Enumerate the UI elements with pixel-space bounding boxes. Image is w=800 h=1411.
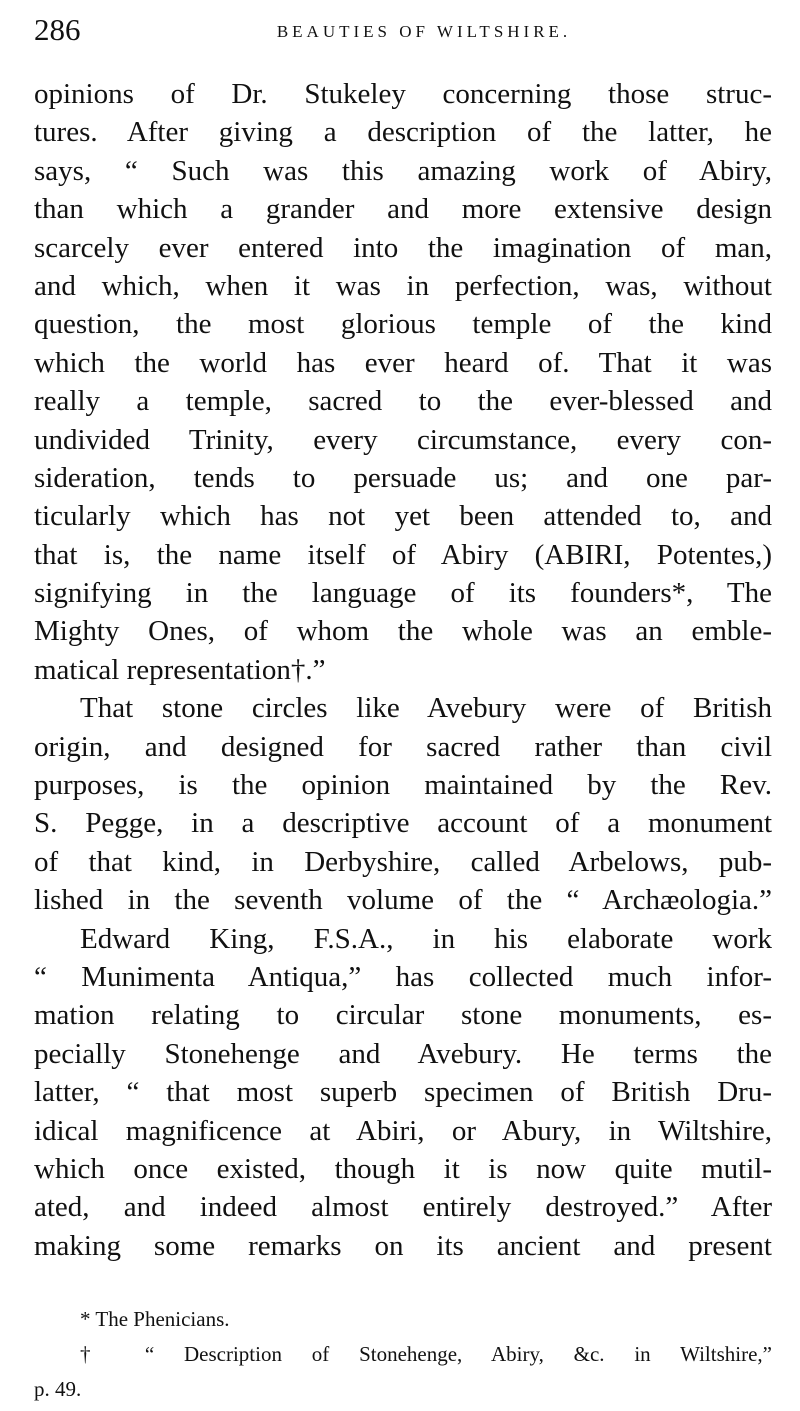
- text-line: origin, and designed for sacred rather than civil: [34, 730, 772, 763]
- text-line: lished in the seventh volume of the “ Archæologia.”: [34, 884, 772, 917]
- text-line: which once existed, though it is now quite mutil-: [34, 1152, 772, 1185]
- text-line: purposes, is the opinion maintained by the Rev.: [34, 769, 772, 802]
- text-line: making some remarks on its ancient and present: [34, 1229, 772, 1262]
- paragraph-start-line: Edward King, F.S.A., in his elaborate work: [80, 922, 772, 955]
- text-line: question, the most glorious temple of the kind: [34, 308, 772, 341]
- text-line: S. Pegge, in a descriptive account of a monument: [34, 807, 772, 840]
- text-line: of that kind, in Derbyshire, called Arbelows, pub-: [34, 845, 772, 878]
- text-line: that is, the name itself of Abiry (ABIRI, Potentes,): [34, 538, 772, 571]
- text-line: than which a grander and more extensive design: [34, 193, 772, 226]
- text-line: scarcely ever entered into the imagination of man,: [34, 231, 772, 264]
- footnote-dagger: † “ Description of Stonehenge, Abiry, &c. in Wiltshire,”: [80, 1342, 772, 1366]
- footnotes: [34, 1302, 772, 1407]
- text-line: idical magnificence at Abiri, or Abury, in Wiltshire,: [34, 1114, 772, 1147]
- text-line: really a temple, sacred to the ever-blessed and: [34, 385, 772, 418]
- text-line: pecially Stonehenge and Avebury. He terms the: [34, 1037, 772, 1070]
- text-line: sideration, tends to persuade us; and one par-: [34, 461, 772, 494]
- text-line: latter, “ that most superb specimen of British Dru-: [34, 1076, 772, 1109]
- text-line: signifying in the language of its founders*, The: [34, 577, 772, 610]
- paragraph-start-line: That stone circles like Avebury were of British: [80, 692, 772, 725]
- footnote-dagger-continuation: p. 49.: [34, 1377, 82, 1401]
- text-line: opinions of Dr. Stukeley concerning those struc-: [34, 78, 772, 110]
- text-line: which the world has ever heard of. That it was: [34, 346, 772, 379]
- footnote-star: * The Phenicians.: [80, 1307, 230, 1331]
- text-line: matical representation†.”: [34, 653, 326, 686]
- text-line: ticularly which has not yet been attended to, and: [34, 500, 772, 533]
- page-number: 286: [34, 12, 81, 47]
- body-text: [34, 75, 772, 1265]
- text-line: and which, when it was in perfection, was, without: [34, 269, 772, 302]
- text-line: ated, and indeed almost entirely destroyed.” After: [34, 1191, 772, 1224]
- text-line: tures. After giving a description of the latter, he: [34, 116, 772, 149]
- page-header: [34, 10, 774, 50]
- text-line: Mighty Ones, of whom the whole was an emble-: [34, 615, 772, 648]
- text-line: undivided Trinity, every circumstance, every con-: [34, 423, 772, 456]
- text-line: “ Munimenta Antiqua,” has collected much infor-: [34, 960, 772, 993]
- text-line: mation relating to circular stone monuments, es-: [34, 999, 772, 1032]
- running-title: BEAUTIES OF WILTSHIRE.: [276, 22, 572, 41]
- text-line: says, “ Such was this amazing work of Abiry,: [34, 154, 772, 187]
